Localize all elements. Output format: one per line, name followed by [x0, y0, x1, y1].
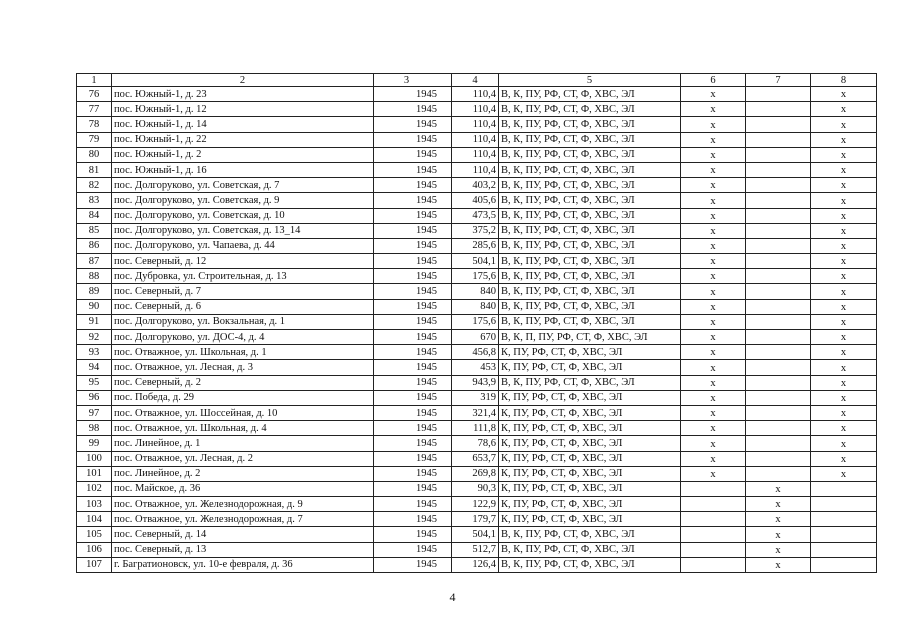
column-8-mark: х: [811, 284, 877, 299]
table-row: [77, 299, 877, 314]
area-cell: 504,1: [452, 254, 499, 269]
address-cell: пос. Южный-1, д. 16: [112, 162, 374, 177]
column-8-mark: х: [811, 360, 877, 375]
year-cell: 1945: [374, 451, 452, 466]
year-cell: 1945: [374, 284, 452, 299]
year-cell: 1945: [374, 481, 452, 496]
column-8-mark: х: [811, 162, 877, 177]
area-cell: 179,7: [452, 512, 499, 527]
area-cell: 110,4: [452, 162, 499, 177]
table-row: [77, 208, 877, 223]
table-row: [77, 314, 877, 329]
column-6-mark: х: [681, 330, 746, 345]
area-cell: 78,6: [452, 436, 499, 451]
address-cell: пос. Долгоруково, ул. Советская, д. 10: [112, 208, 374, 223]
year-cell: 1945: [374, 557, 452, 572]
column-7-mark: [746, 208, 811, 223]
address-cell: пос. Северный, д. 14: [112, 527, 374, 542]
row-number-cell: 82: [77, 178, 112, 193]
column-6-mark: х: [681, 208, 746, 223]
column-7-mark: [746, 117, 811, 132]
amenities-cell: В, К, ПУ, РФ, СТ, Ф, ХВС, ЭЛ: [499, 223, 681, 238]
area-cell: 653,7: [452, 451, 499, 466]
area-cell: 453: [452, 360, 499, 375]
year-cell: 1945: [374, 269, 452, 284]
column-6-mark: х: [681, 451, 746, 466]
amenities-cell: К, ПУ, РФ, СТ, Ф, ХВС, ЭЛ: [499, 451, 681, 466]
column-header-7: 7: [746, 74, 811, 87]
address-cell: пос. Долгоруково, ул. Советская, д. 13_14: [112, 223, 374, 238]
column-6-mark: х: [681, 466, 746, 481]
table-row: [77, 102, 877, 117]
row-number-cell: 81: [77, 162, 112, 177]
year-cell: 1945: [374, 117, 452, 132]
year-cell: 1945: [374, 421, 452, 436]
area-cell: 110,4: [452, 117, 499, 132]
amenities-cell: В, К, ПУ, РФ, СТ, Ф, ХВС, ЭЛ: [499, 178, 681, 193]
amenities-cell: К, ПУ, РФ, СТ, Ф, ХВС, ЭЛ: [499, 360, 681, 375]
column-7-mark: х: [746, 512, 811, 527]
area-cell: 670: [452, 330, 499, 345]
header-row: [77, 74, 877, 87]
amenities-cell: В, К, ПУ, РФ, СТ, Ф, ХВС, ЭЛ: [499, 102, 681, 117]
column-7-mark: [746, 436, 811, 451]
column-header-1: 1: [77, 74, 112, 87]
area-cell: 110,4: [452, 147, 499, 162]
area-cell: 473,5: [452, 208, 499, 223]
address-cell: пос. Долгоруково, ул. ДОС-4, д. 4: [112, 330, 374, 345]
column-8-mark: х: [811, 451, 877, 466]
column-7-mark: [746, 178, 811, 193]
area-cell: 512,7: [452, 542, 499, 557]
amenities-cell: В, К, ПУ, РФ, СТ, Ф, ХВС, ЭЛ: [499, 87, 681, 102]
table-row: [77, 345, 877, 360]
year-cell: 1945: [374, 102, 452, 117]
column-6-mark: х: [681, 284, 746, 299]
column-header-8: 8: [811, 74, 877, 87]
column-header-4: 4: [452, 74, 499, 87]
column-8-mark: х: [811, 254, 877, 269]
address-cell: пос. Северный, д. 12: [112, 254, 374, 269]
address-cell: пос. Долгоруково, ул. Чапаева, д. 44: [112, 238, 374, 253]
column-header-3: 3: [374, 74, 452, 87]
column-7-mark: [746, 390, 811, 405]
column-7-mark: [746, 421, 811, 436]
row-number-cell: 98: [77, 421, 112, 436]
row-number-cell: 85: [77, 223, 112, 238]
table-row: [77, 466, 877, 481]
table-row: [77, 497, 877, 512]
row-number-cell: 78: [77, 117, 112, 132]
column-7-mark: [746, 147, 811, 162]
area-cell: 321,4: [452, 405, 499, 420]
column-8-mark: [811, 481, 877, 496]
amenities-cell: В, К, ПУ, РФ, СТ, Ф, ХВС, ЭЛ: [499, 132, 681, 147]
column-8-mark: [811, 512, 877, 527]
year-cell: 1945: [374, 436, 452, 451]
address-cell: пос. Южный-1, д. 2: [112, 147, 374, 162]
table-row: [77, 132, 877, 147]
address-cell: пос. Отважное, ул. Железнодорожная, д. 7: [112, 512, 374, 527]
address-cell: пос. Отважное, ул. Школьная, д. 4: [112, 421, 374, 436]
column-6-mark: х: [681, 178, 746, 193]
column-6-mark: [681, 512, 746, 527]
year-cell: 1945: [374, 390, 452, 405]
amenities-cell: В, К, ПУ, РФ, СТ, Ф, ХВС, ЭЛ: [499, 314, 681, 329]
column-7-mark: [746, 375, 811, 390]
table-row: [77, 421, 877, 436]
row-number-cell: 105: [77, 527, 112, 542]
year-cell: 1945: [374, 330, 452, 345]
year-cell: 1945: [374, 299, 452, 314]
column-header-2: 2: [112, 74, 374, 87]
table-row: [77, 117, 877, 132]
column-7-mark: [746, 162, 811, 177]
table-row: [77, 527, 877, 542]
amenities-cell: К, ПУ, РФ, СТ, Ф, ХВС, ЭЛ: [499, 345, 681, 360]
address-cell: пос. Отважное, ул. Лесная, д. 2: [112, 451, 374, 466]
column-7-mark: [746, 87, 811, 102]
column-6-mark: х: [681, 223, 746, 238]
year-cell: 1945: [374, 193, 452, 208]
column-6-mark: х: [681, 102, 746, 117]
table-row: [77, 481, 877, 496]
year-cell: 1945: [374, 497, 452, 512]
row-number-cell: 80: [77, 147, 112, 162]
year-cell: 1945: [374, 527, 452, 542]
area-cell: 110,4: [452, 132, 499, 147]
area-cell: 111,8: [452, 421, 499, 436]
column-8-mark: [811, 557, 877, 572]
column-8-mark: х: [811, 269, 877, 284]
amenities-cell: В, К, ПУ, РФ, СТ, Ф, ХВС, ЭЛ: [499, 208, 681, 223]
year-cell: 1945: [374, 360, 452, 375]
table-row: [77, 87, 877, 102]
table-row: [77, 178, 877, 193]
table-row: [77, 162, 877, 177]
table-row: [77, 557, 877, 572]
column-7-mark: х: [746, 481, 811, 496]
row-number-cell: 91: [77, 314, 112, 329]
column-8-mark: х: [811, 147, 877, 162]
column-7-mark: х: [746, 497, 811, 512]
column-6-mark: х: [681, 314, 746, 329]
row-number-cell: 96: [77, 390, 112, 405]
amenities-cell: К, ПУ, РФ, СТ, Ф, ХВС, ЭЛ: [499, 390, 681, 405]
row-number-cell: 94: [77, 360, 112, 375]
address-cell: пос. Южный-1, д. 23: [112, 87, 374, 102]
row-number-cell: 95: [77, 375, 112, 390]
row-number-cell: 106: [77, 542, 112, 557]
year-cell: 1945: [374, 178, 452, 193]
address-cell: пос. Отважное, ул. Школьная, д. 1: [112, 345, 374, 360]
row-number-cell: 86: [77, 238, 112, 253]
area-cell: 840: [452, 284, 499, 299]
table-row: [77, 542, 877, 557]
column-8-mark: х: [811, 345, 877, 360]
column-6-mark: х: [681, 345, 746, 360]
area-cell: 110,4: [452, 102, 499, 117]
column-6-mark: х: [681, 193, 746, 208]
amenities-cell: К, ПУ, РФ, СТ, Ф, ХВС, ЭЛ: [499, 405, 681, 420]
column-6-mark: х: [681, 375, 746, 390]
address-cell: пос. Победа, д. 29: [112, 390, 374, 405]
row-number-cell: 87: [77, 254, 112, 269]
row-number-cell: 103: [77, 497, 112, 512]
year-cell: 1945: [374, 254, 452, 269]
row-number-cell: 84: [77, 208, 112, 223]
table-row: [77, 254, 877, 269]
column-8-mark: х: [811, 330, 877, 345]
amenities-cell: В, К, ПУ, РФ, СТ, Ф, ХВС, ЭЛ: [499, 238, 681, 253]
area-cell: 285,6: [452, 238, 499, 253]
amenities-cell: В, К, ПУ, РФ, СТ, Ф, ХВС, ЭЛ: [499, 269, 681, 284]
column-7-mark: х: [746, 542, 811, 557]
column-8-mark: х: [811, 314, 877, 329]
area-cell: 122,9: [452, 497, 499, 512]
table-row: [77, 284, 877, 299]
column-7-mark: [746, 360, 811, 375]
column-6-mark: х: [681, 390, 746, 405]
column-6-mark: х: [681, 132, 746, 147]
column-6-mark: х: [681, 147, 746, 162]
column-6-mark: [681, 497, 746, 512]
column-8-mark: х: [811, 421, 877, 436]
area-cell: 943,9: [452, 375, 499, 390]
address-cell: пос. Долгоруково, ул. Вокзальная, д. 1: [112, 314, 374, 329]
table-row: [77, 238, 877, 253]
column-7-mark: х: [746, 557, 811, 572]
year-cell: 1945: [374, 147, 452, 162]
row-number-cell: 79: [77, 132, 112, 147]
row-number-cell: 97: [77, 405, 112, 420]
address-cell: пос. Северный, д. 7: [112, 284, 374, 299]
year-cell: 1945: [374, 208, 452, 223]
row-number-cell: 102: [77, 481, 112, 496]
amenities-cell: В, К, ПУ, РФ, СТ, Ф, ХВС, ЭЛ: [499, 193, 681, 208]
area-cell: 126,4: [452, 557, 499, 572]
amenities-cell: В, К, ПУ, РФ, СТ, Ф, ХВС, ЭЛ: [499, 147, 681, 162]
column-6-mark: х: [681, 269, 746, 284]
column-7-mark: х: [746, 527, 811, 542]
row-number-cell: 107: [77, 557, 112, 572]
address-cell: пос. Отважное, ул. Шоссейная, д. 10: [112, 405, 374, 420]
amenities-cell: К, ПУ, РФ, СТ, Ф, ХВС, ЭЛ: [499, 436, 681, 451]
amenities-cell: К, ПУ, РФ, СТ, Ф, ХВС, ЭЛ: [499, 466, 681, 481]
page-number: 4: [449, 590, 456, 604]
column-7-mark: [746, 299, 811, 314]
row-number-cell: 88: [77, 269, 112, 284]
column-8-mark: х: [811, 390, 877, 405]
year-cell: 1945: [374, 238, 452, 253]
amenities-cell: В, К, ПУ, РФ, СТ, Ф, ХВС, ЭЛ: [499, 542, 681, 557]
column-6-mark: х: [681, 87, 746, 102]
address-cell: пос. Отважное, ул. Железнодорожная, д. 9: [112, 497, 374, 512]
area-cell: 840: [452, 299, 499, 314]
column-7-mark: [746, 345, 811, 360]
column-6-mark: х: [681, 405, 746, 420]
address-cell: пос. Отважное, ул. Лесная, д. 3: [112, 360, 374, 375]
year-cell: 1945: [374, 345, 452, 360]
column-8-mark: х: [811, 223, 877, 238]
row-number-cell: 76: [77, 87, 112, 102]
column-7-mark: [746, 314, 811, 329]
column-7-mark: [746, 466, 811, 481]
address-cell: пос. Долгоруково, ул. Советская, д. 9: [112, 193, 374, 208]
table-row: [77, 405, 877, 420]
column-6-mark: х: [681, 254, 746, 269]
address-cell: пос. Северный, д. 2: [112, 375, 374, 390]
column-6-mark: х: [681, 162, 746, 177]
table-row: [77, 193, 877, 208]
address-cell: пос. Линейное, д. 2: [112, 466, 374, 481]
amenities-cell: К, ПУ, РФ, СТ, Ф, ХВС, ЭЛ: [499, 497, 681, 512]
row-number-cell: 101: [77, 466, 112, 481]
table-row: [77, 147, 877, 162]
amenities-cell: В, К, ПУ, РФ, СТ, Ф, ХВС, ЭЛ: [499, 557, 681, 572]
column-7-mark: [746, 254, 811, 269]
area-cell: 319: [452, 390, 499, 405]
table-row: [77, 512, 877, 527]
row-number-cell: 90: [77, 299, 112, 314]
table-row: [77, 375, 877, 390]
column-header-6: 6: [681, 74, 746, 87]
year-cell: 1945: [374, 405, 452, 420]
address-cell: пос. Линейное, д. 1: [112, 436, 374, 451]
column-7-mark: [746, 132, 811, 147]
year-cell: 1945: [374, 314, 452, 329]
column-6-mark: х: [681, 299, 746, 314]
column-8-mark: х: [811, 208, 877, 223]
column-8-mark: х: [811, 238, 877, 253]
amenities-cell: В, К, ПУ, РФ, СТ, Ф, ХВС, ЭЛ: [499, 299, 681, 314]
column-7-mark: [746, 269, 811, 284]
amenities-cell: К, ПУ, РФ, СТ, Ф, ХВС, ЭЛ: [499, 512, 681, 527]
address-cell: г. Багратионовск, ул. 10-е февраля, д. 36: [112, 557, 374, 572]
column-7-mark: [746, 284, 811, 299]
area-cell: 405,6: [452, 193, 499, 208]
year-cell: 1945: [374, 375, 452, 390]
column-8-mark: [811, 527, 877, 542]
column-7-mark: [746, 330, 811, 345]
column-8-mark: х: [811, 193, 877, 208]
row-number-cell: 89: [77, 284, 112, 299]
address-cell: пос. Дубровка, ул. Строительная, д. 13: [112, 269, 374, 284]
area-cell: 175,6: [452, 314, 499, 329]
address-cell: пос. Южный-1, д. 14: [112, 117, 374, 132]
housing-table: [76, 73, 877, 573]
year-cell: 1945: [374, 542, 452, 557]
amenities-cell: В, К, ПУ, РФ, СТ, Ф, ХВС, ЭЛ: [499, 375, 681, 390]
amenities-cell: В, К, ПУ, РФ, СТ, Ф, ХВС, ЭЛ: [499, 527, 681, 542]
table-row: [77, 451, 877, 466]
column-6-mark: [681, 481, 746, 496]
area-cell: 110,4: [452, 87, 499, 102]
column-8-mark: х: [811, 117, 877, 132]
column-7-mark: [746, 102, 811, 117]
table-row: [77, 223, 877, 238]
area-cell: 90,3: [452, 481, 499, 496]
amenities-cell: К, ПУ, РФ, СТ, Ф, ХВС, ЭЛ: [499, 421, 681, 436]
area-cell: 375,2: [452, 223, 499, 238]
amenities-cell: В, К, ПУ, РФ, СТ, Ф, ХВС, ЭЛ: [499, 117, 681, 132]
column-8-mark: х: [811, 405, 877, 420]
row-number-cell: 99: [77, 436, 112, 451]
row-number-cell: 83: [77, 193, 112, 208]
column-6-mark: х: [681, 421, 746, 436]
area-cell: 269,8: [452, 466, 499, 481]
table-row: [77, 436, 877, 451]
area-cell: 504,1: [452, 527, 499, 542]
address-cell: пос. Южный-1, д. 22: [112, 132, 374, 147]
year-cell: 1945: [374, 466, 452, 481]
address-cell: пос. Северный, д. 13: [112, 542, 374, 557]
address-cell: пос. Южный-1, д. 12: [112, 102, 374, 117]
column-7-mark: [746, 238, 811, 253]
column-6-mark: х: [681, 117, 746, 132]
column-7-mark: [746, 193, 811, 208]
row-number-cell: 93: [77, 345, 112, 360]
column-8-mark: х: [811, 436, 877, 451]
table-row: [77, 360, 877, 375]
column-6-mark: [681, 527, 746, 542]
row-number-cell: 104: [77, 512, 112, 527]
column-7-mark: [746, 405, 811, 420]
column-8-mark: х: [811, 375, 877, 390]
column-8-mark: х: [811, 102, 877, 117]
column-header-5: 5: [499, 74, 681, 87]
amenities-cell: В, К, П, ПУ, РФ, СТ, Ф, ХВС, ЭЛ: [499, 330, 681, 345]
year-cell: 1945: [374, 132, 452, 147]
area-cell: 175,6: [452, 269, 499, 284]
address-cell: пос. Майское, д. 36: [112, 481, 374, 496]
column-8-mark: х: [811, 466, 877, 481]
address-cell: пос. Долгоруково, ул. Советская, д. 7: [112, 178, 374, 193]
area-cell: 403,2: [452, 178, 499, 193]
column-6-mark: х: [681, 436, 746, 451]
amenities-cell: К, ПУ, РФ, СТ, Ф, ХВС, ЭЛ: [499, 481, 681, 496]
column-6-mark: [681, 557, 746, 572]
column-6-mark: х: [681, 238, 746, 253]
table-row: [77, 390, 877, 405]
table-row: [77, 330, 877, 345]
row-number-cell: 92: [77, 330, 112, 345]
row-number-cell: 77: [77, 102, 112, 117]
year-cell: 1945: [374, 512, 452, 527]
column-7-mark: [746, 451, 811, 466]
area-cell: 456,8: [452, 345, 499, 360]
column-8-mark: х: [811, 299, 877, 314]
column-6-mark: [681, 542, 746, 557]
amenities-cell: В, К, ПУ, РФ, СТ, Ф, ХВС, ЭЛ: [499, 162, 681, 177]
table-row: [77, 269, 877, 284]
column-8-mark: х: [811, 132, 877, 147]
amenities-cell: В, К, ПУ, РФ, СТ, Ф, ХВС, ЭЛ: [499, 284, 681, 299]
year-cell: 1945: [374, 223, 452, 238]
column-7-mark: [746, 223, 811, 238]
address-cell: пос. Северный, д. 6: [112, 299, 374, 314]
column-6-mark: х: [681, 360, 746, 375]
column-8-mark: х: [811, 178, 877, 193]
year-cell: 1945: [374, 162, 452, 177]
column-8-mark: [811, 542, 877, 557]
column-8-mark: [811, 497, 877, 512]
row-number-cell: 100: [77, 451, 112, 466]
amenities-cell: В, К, ПУ, РФ, СТ, Ф, ХВС, ЭЛ: [499, 254, 681, 269]
column-8-mark: х: [811, 87, 877, 102]
year-cell: 1945: [374, 87, 452, 102]
